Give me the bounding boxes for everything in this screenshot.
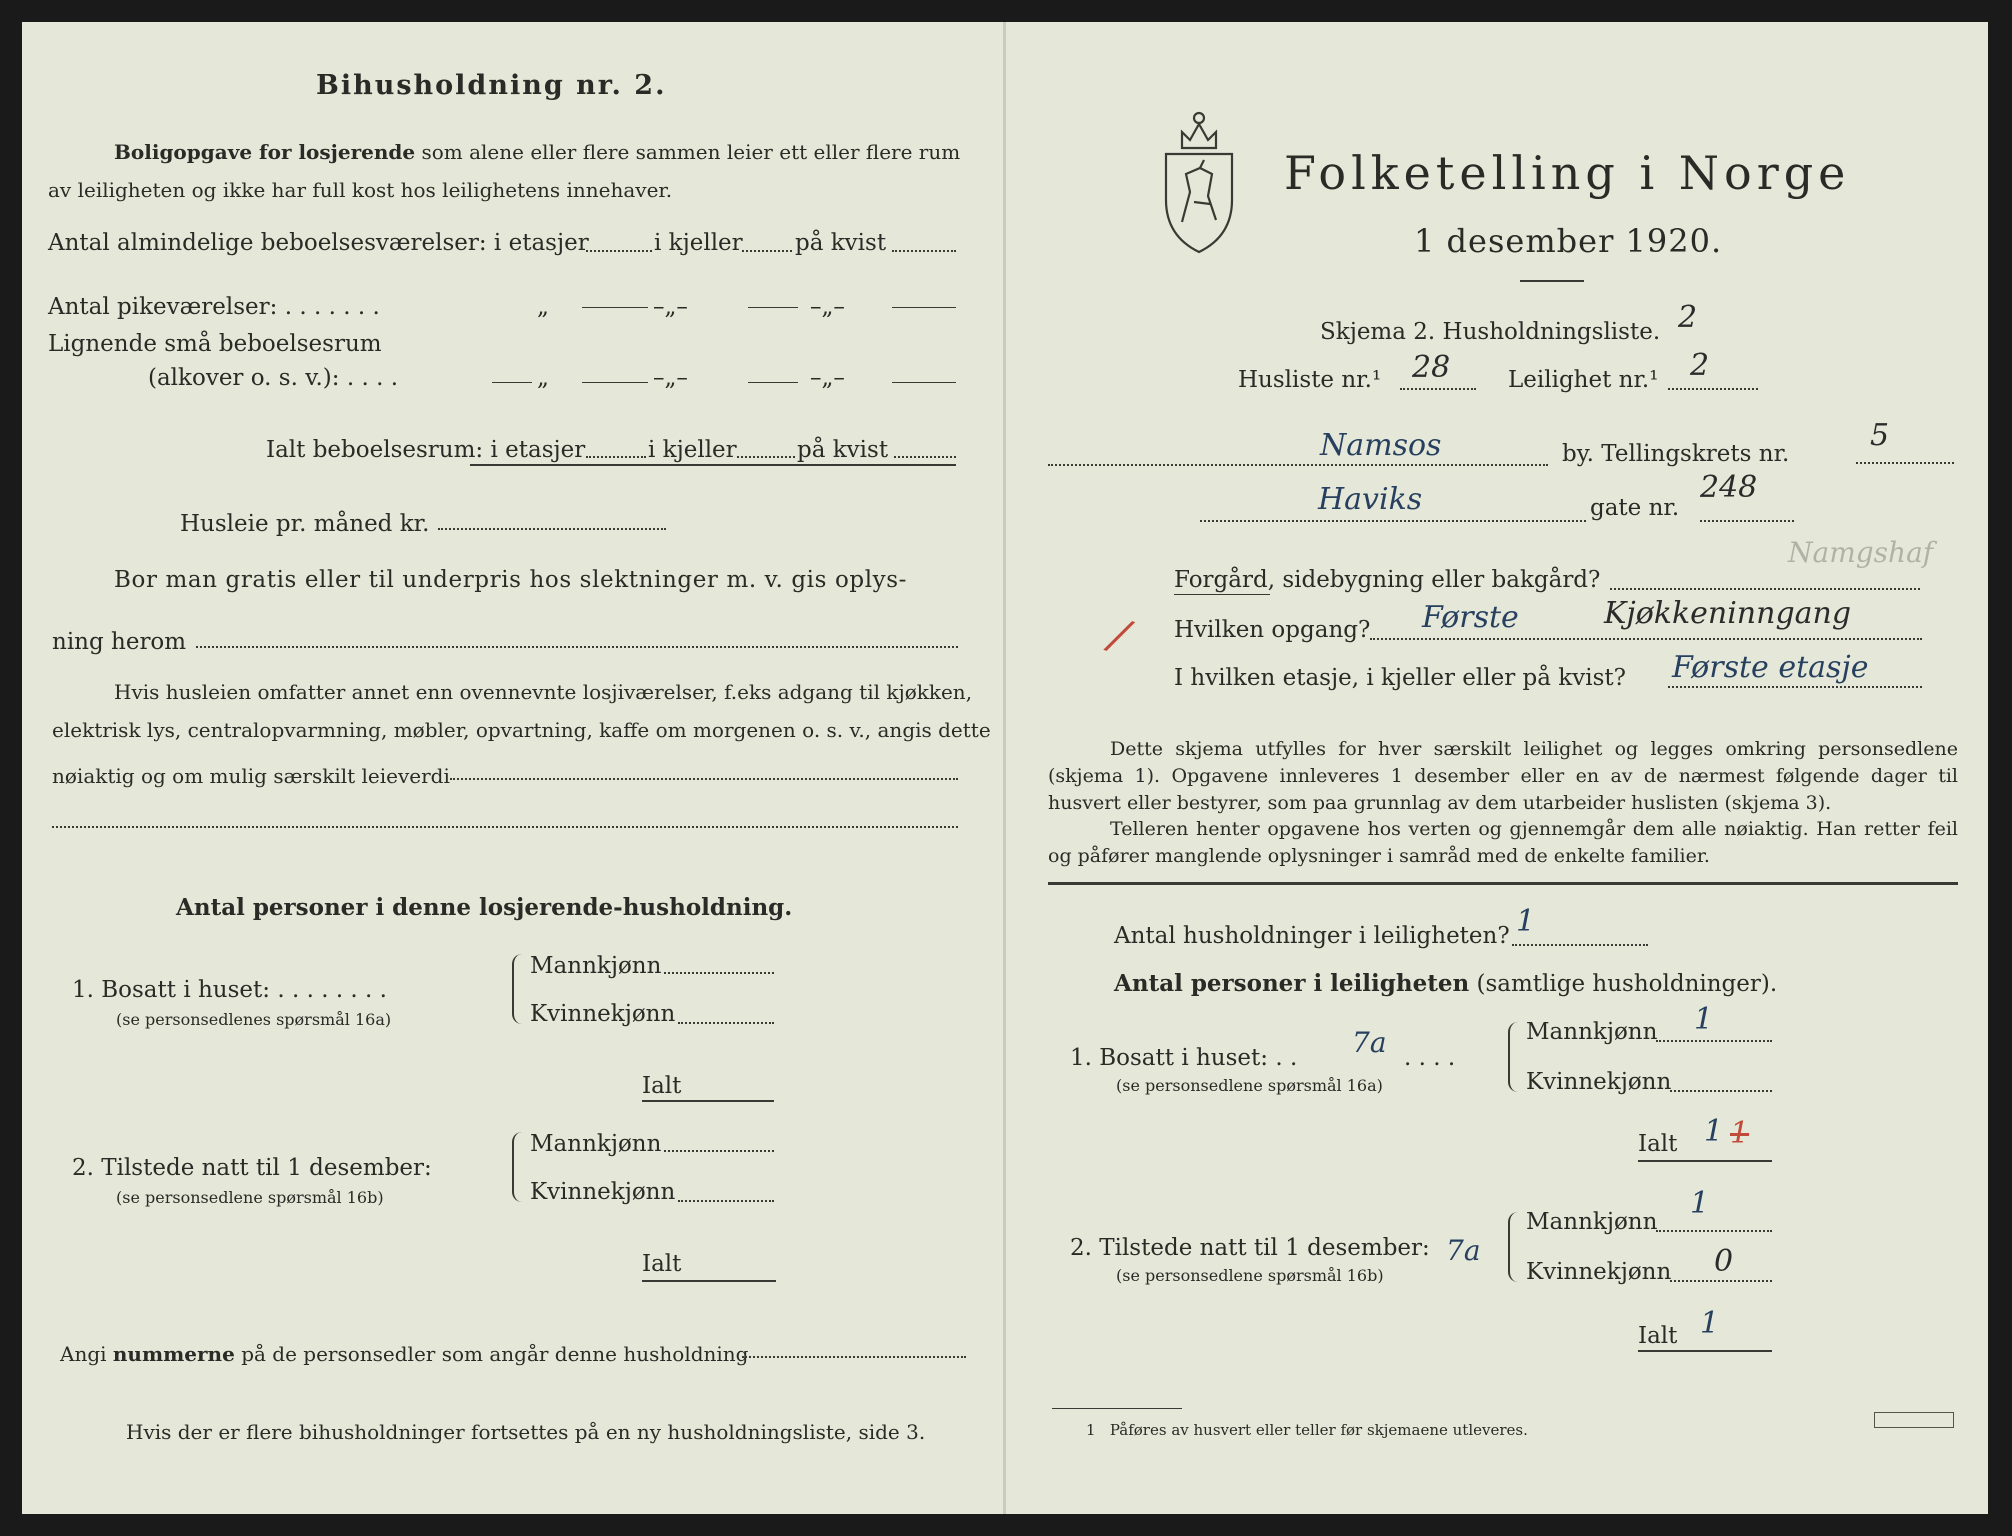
- left-q2-kvinne-label: Kvinnekjønn: [530, 1179, 676, 1205]
- alkover-ditto-1: „: [537, 365, 549, 391]
- left-q2-ialt-field[interactable]: [642, 1280, 776, 1282]
- alkover-kjeller-field[interactable]: [748, 382, 798, 383]
- ialt-rooms-label: Ialt beboelsesrum: i etasjer: [266, 437, 586, 463]
- pike-ditto-3: –„–: [810, 294, 845, 320]
- left-q2-ialt-label: Ialt: [642, 1251, 682, 1277]
- forgaard-field[interactable]: [1610, 588, 1920, 590]
- rooms-kvist-field[interactable]: [892, 250, 956, 252]
- right-q2-mann-value: 1: [1690, 1186, 1710, 1221]
- right-q1-sub: (se personsedlene spørsmål 16a): [1116, 1076, 1383, 1095]
- footnote: 1 Påføres av husvert eller teller før skjemaene utleveres.: [1086, 1421, 1528, 1439]
- intro-line-1: Boligopgave for losjerende som alene eller flere sammen leier ett eller flere rum: [114, 140, 961, 164]
- norwegian-coat-of-arms-icon: [1156, 104, 1242, 256]
- ialt-kvist-field[interactable]: [894, 456, 956, 458]
- right-q1-label: 1. Bosatt i huset: . .: [1070, 1045, 1298, 1071]
- left-q1-kvinne-field[interactable]: [678, 1022, 774, 1024]
- angi-line: Angi nummerne på de personsedler som angår denne husholdning: [60, 1342, 749, 1366]
- leieverdi-field[interactable]: [450, 778, 958, 780]
- gratis-field[interactable]: [196, 646, 958, 648]
- alkover-ditto-2: –„–: [653, 365, 688, 391]
- pike-ditto-2: –„–: [653, 294, 688, 320]
- alkover-etasjer-field[interactable]: [582, 382, 648, 383]
- right-persons-heading: Antal personer i leiligheten (samtlige husholdninger).: [1114, 970, 1778, 997]
- left-q1-brace: [512, 954, 522, 1024]
- alkover-kvist-field[interactable]: [892, 382, 956, 383]
- alkover-label: (alkover o. s. v.): . . . .: [148, 365, 399, 391]
- red-tally-mark: /: [1104, 608, 1135, 663]
- left-q2-mann-field[interactable]: [664, 1150, 774, 1152]
- rooms-etasjer-field[interactable]: [586, 250, 652, 252]
- right-q2-sub: (se personsedlene spørsmål 16b): [1116, 1266, 1384, 1285]
- alkover-ditto-3: –„–: [810, 365, 845, 391]
- krets-field[interactable]: [1856, 462, 1954, 464]
- husliste-field[interactable]: [1400, 388, 1476, 390]
- right-q2-ialt-value: 1: [1700, 1306, 1720, 1341]
- rooms-kvist-label: på kvist: [795, 230, 887, 256]
- right-q2-mark: 7a: [1446, 1234, 1481, 1267]
- leilighet-label: Leilighet nr.¹: [1508, 367, 1659, 393]
- right-q2-kvinne-label: Kvinnekjønn: [1526, 1259, 1672, 1285]
- left-q1-ialt-field[interactable]: [642, 1100, 774, 1102]
- left-q2-label: 2. Tilstede natt til 1 desember:: [72, 1155, 432, 1181]
- etasje-field[interactable]: [1668, 686, 1922, 688]
- right-q1-ialt-field[interactable]: [1638, 1160, 1772, 1162]
- right-q1-mark: 7a: [1352, 1026, 1387, 1059]
- by-field[interactable]: [1048, 464, 1548, 466]
- right-q1-kvinne-field[interactable]: [1670, 1090, 1772, 1092]
- pike-label: Antal pikeværelser: . . . . . . .: [48, 294, 380, 320]
- right-q1-mann-label: Mannkjønn: [1526, 1019, 1658, 1045]
- left-title: Bihusholdning nr. 2.: [316, 70, 667, 101]
- ialt-sum-rule: [470, 464, 956, 466]
- ialt-kjeller-field[interactable]: [737, 456, 795, 458]
- antal-hush-field[interactable]: [1512, 944, 1648, 946]
- left-q1-mann-field[interactable]: [664, 972, 774, 974]
- forgaard-label: Forgård, sidebygning eller bakgård?: [1174, 567, 1601, 593]
- left-q1-label: 1. Bosatt i huset: . . . . . . . .: [72, 977, 387, 1003]
- right-q1-brace: [1508, 1022, 1518, 1092]
- right-q2-mann-label: Mannkjønn: [1526, 1209, 1658, 1235]
- gratis-line-2: ning herom: [52, 629, 187, 655]
- right-q1-ialt-value: 1: [1704, 1114, 1724, 1149]
- right-q2-ialt-field[interactable]: [1638, 1350, 1772, 1352]
- right-q2-label: 2. Tilstede natt til 1 desember:: [1070, 1235, 1430, 1261]
- by-label: by. Tellingskrets nr.: [1562, 441, 1790, 467]
- instructions-para-2: Telleren henter opgavene hos verten og gjennemgår dem alle nøiaktig. Han retter feil og påfører manglende oplysninger i samråd med de enkelte familier.: [1048, 818, 1958, 867]
- left-q2-kvinne-field[interactable]: [678, 1200, 774, 1202]
- right-title: Folketelling i Norge: [1284, 146, 1851, 200]
- gratis-line-1: Bor man gratis eller til underpris hos slektninger m. v. gis oplys-: [114, 567, 908, 593]
- gate-faint-note: Namgshaf: [1788, 536, 1934, 569]
- page-fold: [1003, 22, 1006, 1514]
- right-q1-ialt-label: Ialt: [1638, 1131, 1678, 1157]
- antal-hush-label: Antal husholdninger i leiligheten?: [1114, 923, 1510, 949]
- alkover-lead-field[interactable]: [492, 382, 532, 383]
- hvis-line-1: Hvis husleien omfatter annet enn ovennevnte losjiværelser, f.eks adgang til kjøkken,: [114, 680, 973, 704]
- opgang-value: Første: [1422, 600, 1519, 635]
- husliste-value: 28: [1412, 350, 1451, 385]
- gate-nr-value: 248: [1700, 470, 1758, 505]
- ialt-kvist-label: på kvist: [797, 437, 889, 463]
- hvis-line-2: elektrisk lys, centralopvarmning, møbler, opvartning, kaffe om morgenen o. s. v., angis dette: [52, 718, 991, 742]
- right-q1-mann-value: 1: [1694, 1002, 1714, 1037]
- husliste-label: Husliste nr.¹: [1238, 367, 1382, 393]
- right-q1-mann-field[interactable]: [1656, 1040, 1772, 1042]
- forgaard-underline: [1174, 594, 1270, 595]
- angi-field[interactable]: [742, 1356, 966, 1358]
- pike-kjeller-field[interactable]: [748, 307, 798, 308]
- left-q1-kvinne-label: Kvinnekjønn: [530, 1001, 676, 1027]
- left-q1-ialt-label: Ialt: [642, 1073, 682, 1099]
- etasje-label: I hvilken etasje, i kjeller eller på kvist?: [1174, 665, 1626, 691]
- husleie-field[interactable]: [438, 528, 666, 530]
- left-persons-heading: Antal personer i denne losjerende-husholdning.: [176, 894, 793, 921]
- right-q1-ialt-struck: 1: [1730, 1116, 1750, 1151]
- opgang-label: Hvilken opgang?: [1174, 617, 1371, 643]
- leilighet-value: 2: [1690, 348, 1710, 383]
- left-q1-mann-label: Mannkjønn: [530, 953, 662, 979]
- instructions-para-1: Dette skjema utfylles for hver særskilt leilighet og legges omkring personsedlene (skjema 1). Opgavene innleveres 1 desember eller en av de nærmest følgende dager til husvert eller bestyrer, som paa grunnlag av dem utarbeider huslisten (skjema 3).: [1048, 738, 1958, 814]
- title-rule: [1520, 280, 1584, 282]
- left-q2-sub: (se personsedlene spørsmål 16b): [116, 1188, 384, 1207]
- right-q2-mann-field[interactable]: [1656, 1230, 1772, 1232]
- left-q2-brace: [512, 1132, 522, 1202]
- right-q2-brace: [1508, 1212, 1518, 1282]
- rooms-kjeller-field[interactable]: [742, 250, 792, 252]
- left-footer-note: Hvis der er flere bihusholdninger fortsettes på en ny husholdningsliste, side 3.: [126, 1420, 926, 1444]
- section-rule: [1048, 882, 1958, 885]
- right-q2-kvinne-field[interactable]: [1670, 1280, 1772, 1282]
- skjema-label: Skjema 2. Husholdningsliste.: [1320, 319, 1661, 345]
- lignende-label: Lignende små beboelsesrum: [48, 331, 382, 357]
- rooms-label: Antal almindelige beboelsesværelser: i etasjer: [48, 230, 589, 256]
- left-q1-sub: (se personsedlenes spørsmål 16a): [116, 1010, 392, 1029]
- hvis-line-3: nøiaktig og om mulig særskilt leieverdi: [52, 764, 450, 788]
- pike-ditto-1: „: [537, 294, 549, 320]
- husleie-label: Husleie pr. måned kr.: [180, 511, 430, 537]
- right-q2-kvinne-value: 0: [1714, 1244, 1734, 1279]
- gate-value: Haviks: [1318, 482, 1423, 517]
- right-q1-dots: . . . .: [1404, 1045, 1456, 1071]
- right-q2-ialt-label: Ialt: [1638, 1323, 1678, 1349]
- ialt-etasjer-field[interactable]: [586, 456, 646, 458]
- footnote-rule: [1052, 1408, 1182, 1409]
- printer-stamp: [1874, 1412, 1954, 1428]
- leieverdi-field-2[interactable]: [52, 826, 958, 828]
- rooms-kjeller-label: i kjeller: [654, 230, 743, 256]
- pike-kvist-field[interactable]: [892, 307, 956, 308]
- leilighet-field[interactable]: [1668, 388, 1758, 390]
- ialt-kjeller-label: i kjeller: [648, 437, 737, 463]
- opgang-value-2: Kjøkkeninngang: [1604, 596, 1852, 631]
- gate-label: gate nr.: [1590, 495, 1680, 521]
- by-value: Namsos: [1320, 428, 1442, 463]
- gate-field[interactable]: [1200, 520, 1586, 522]
- pike-etasjer-field[interactable]: [582, 307, 648, 308]
- right-date: 1 desember 1920.: [1414, 222, 1723, 260]
- etasje-value: Første etasje: [1672, 650, 1869, 685]
- antal-hush-value: 1: [1516, 904, 1536, 939]
- right-q1-kvinne-label: Kvinnekjønn: [1526, 1069, 1672, 1095]
- opgang-field[interactable]: [1370, 638, 1922, 640]
- intro-line-2: av leiligheten og ikke har full kost hos leilighetens innehaver.: [48, 178, 673, 202]
- skjema-mark: 2: [1678, 300, 1698, 335]
- krets-value: 5: [1870, 418, 1890, 453]
- left-q2-mann-label: Mannkjønn: [530, 1131, 662, 1157]
- gate-nr-field[interactable]: [1700, 520, 1794, 522]
